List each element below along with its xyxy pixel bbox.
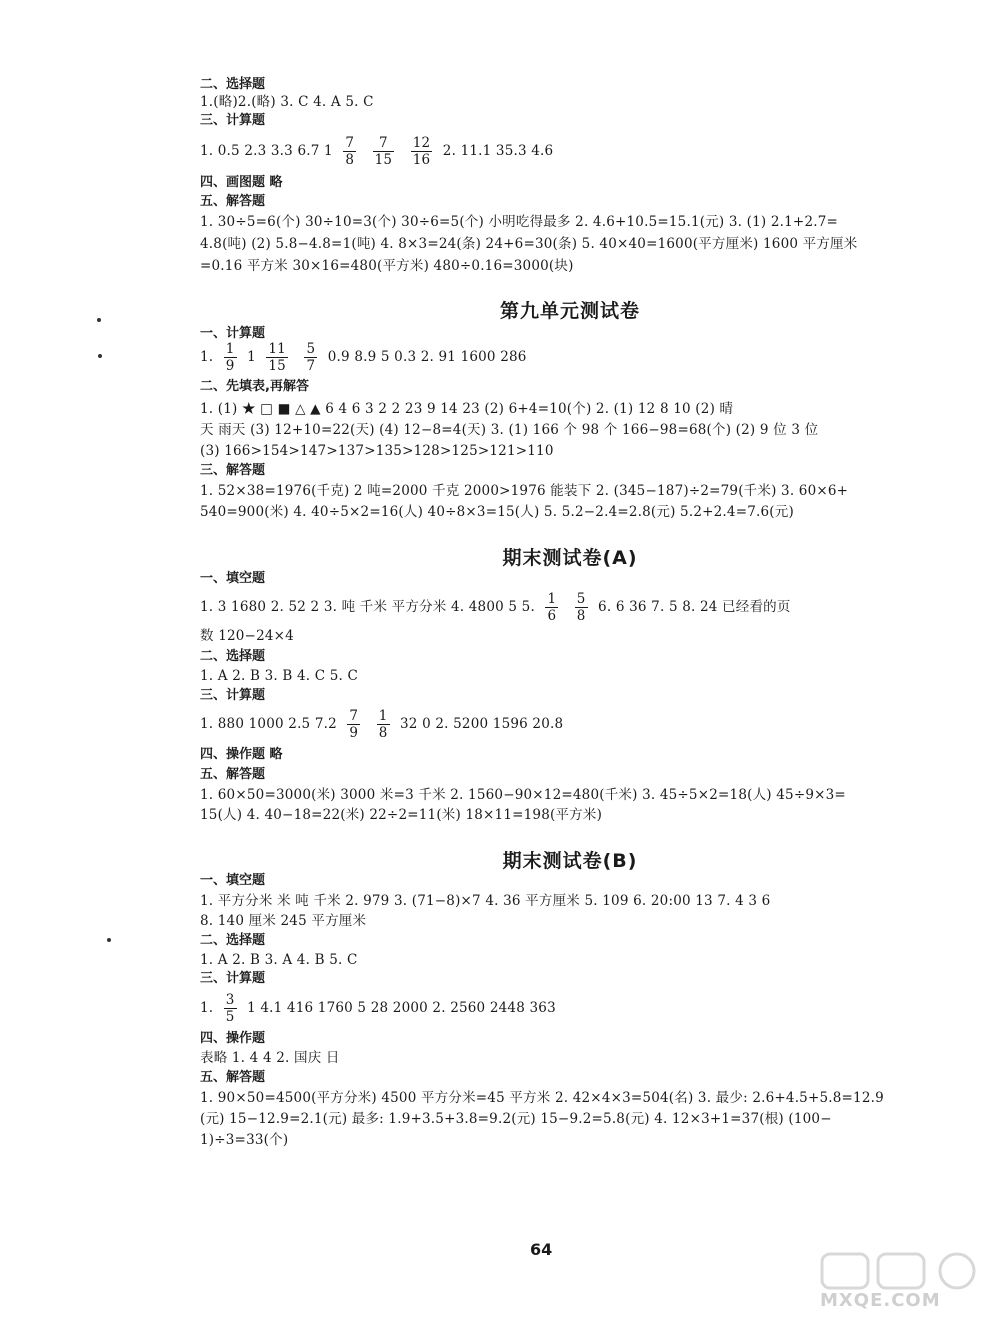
fraction: $\frac{5}{8}$ bbox=[576, 591, 586, 624]
heading-calc: 三、计算题 bbox=[200, 113, 266, 128]
fill-line: 1. 平方分米 米 吨 千米 2. 979 3. (71−8)×7 4. 36 平方厘米 5. 109 6. 20:00 13 7. 4 3 6 bbox=[200, 893, 771, 909]
solve-line: 15(人) 4. 40−18=22(米) 22÷2=11(米) 18×11=198(平方米) bbox=[200, 807, 603, 823]
heading-calc: 三、计算题 bbox=[200, 971, 266, 986]
speck bbox=[107, 938, 111, 942]
solve-line: 1. 52×38=1976(千克) 2 吨=2000 千克 2000>1976 能装下 2. (345−187)÷2=79(千米) 3. 60×6+ bbox=[200, 483, 849, 499]
fraction: $\frac{12}{16}$ bbox=[412, 135, 431, 168]
heading-solve: 五、解答题 bbox=[200, 767, 266, 782]
calc-answers: 1. $\frac{3}{5}$ 1 4.1 416 1760 5 28 2000 2. 2560 2448 363 bbox=[200, 992, 556, 1025]
heading-select: 二、选择题 bbox=[200, 649, 266, 664]
fraction: $\frac{3}{5}$ bbox=[225, 992, 235, 1025]
fill-answers: 1. 3 1680 2. 52 2 3. 吨 千米 平方分米 4. 4800 5 5. $\frac{1}{6}$ $\frac{5}{8}$ 6. 6 36 7. 5 8. 24 已经看的页 bbox=[200, 591, 791, 624]
heading-select: 二、选择题 bbox=[200, 77, 266, 92]
solve-line: 1)÷3=33(个) bbox=[200, 1132, 289, 1148]
table-line: 1. (1) ★ □ ■ △ ▲ 6 4 6 3 2 2 23 9 14 23 (2) 6+4=10(个) 2. (1) 12 8 10 (2) 晴 bbox=[200, 401, 734, 417]
heading-op: 四、操作题 略 bbox=[200, 747, 283, 762]
heading-draw: 四、画图题 略 bbox=[200, 175, 283, 190]
fraction: $\frac{1}{8}$ bbox=[378, 708, 388, 741]
fraction: $\frac{7}{9}$ bbox=[349, 708, 359, 741]
heading-calc: 三、计算题 bbox=[200, 688, 266, 703]
heading-fill: 一、填空题 bbox=[200, 571, 266, 586]
op-line: 表略 1. 4 4 2. 国庆 日 bbox=[200, 1050, 340, 1066]
solve-line: 540=900(米) 4. 40÷5×2=16(人) 40÷8×3=15(人) 5. 5.2−2.4=2.8(元) 5.2+2.4=7.6(元) bbox=[200, 504, 794, 520]
table-line: 天 雨天 (3) 12+10=22(天) (4) 12−8=4(天) 3. (1) 166 个 98 个 166−98=68(个) (2) 9 位 3 位 bbox=[200, 422, 819, 438]
heading-select: 二、选择题 bbox=[200, 933, 266, 948]
section-title-final-a: 期末测试卷(A) bbox=[502, 547, 638, 569]
heading-calc: 一、计算题 bbox=[200, 326, 266, 341]
calc-answers: 1. 880 1000 2.5 7.2 $\frac{7}{9}$ $\frac{1}{8}$ 32 0 2. 5200 1596 20.8 bbox=[200, 708, 564, 741]
fraction: $\frac{1}{9}$ bbox=[225, 341, 235, 374]
fill-line: 8. 140 厘米 245 平方厘米 bbox=[200, 913, 367, 929]
calc-answers: 1. $\frac{1}{9}$ 1 $\frac{11}{15}$ $\frac{5}{7}$ 0.9 8.9 5 0.3 2. 91 1600 286 bbox=[200, 341, 527, 374]
fill-line: 数 120−24×4 bbox=[200, 628, 294, 644]
solve-line: 1. 60×50=3000(米) 3000 米=3 千米 2. 1560−90×12=480(千米) 3. 45÷5×2=18(人) 45÷9×3= bbox=[200, 787, 846, 803]
heading-fill: 一、填空题 bbox=[200, 873, 266, 888]
fraction: $\frac{11}{15}$ bbox=[268, 341, 286, 374]
select-answers: 1. A 2. B 3. B 4. C 5. C bbox=[200, 668, 359, 684]
page-number: 64 bbox=[530, 1240, 553, 1259]
solve-line: 1. 30÷5=6(个) 30÷10=3(个) 30÷6=5(个) 小明吃得最多 2. 4.6+10.5=15.1(元) 3. (1) 2.1+2.7= bbox=[200, 214, 839, 230]
fraction: $\frac{1}{6}$ bbox=[547, 591, 557, 624]
table-line: (3) 166>154>147>137>135>128>125>121>110 bbox=[200, 443, 554, 459]
heading-table: 二、先填表,再解答 bbox=[200, 379, 309, 394]
heading-op: 四、操作题 bbox=[200, 1031, 266, 1046]
section-title-final-b: 期末测试卷(B) bbox=[502, 850, 638, 872]
fraction: $\frac{7}{15}$ bbox=[374, 135, 393, 168]
solve-line: =0.16 平方米 30×16=480(平方米) 480÷0.16=3000(块) bbox=[200, 258, 574, 274]
heading-solve: 三、解答题 bbox=[200, 463, 266, 478]
speck bbox=[97, 318, 101, 322]
section-title-unit9: 第九单元测试卷 bbox=[499, 300, 640, 322]
solve-line: 4.8(吨) (2) 5.8−4.8=1(吨) 4. 8×3=24(条) 24+6=30(条) 5. 40×40=1600(平方厘米) 1600 平方厘米 bbox=[200, 236, 858, 252]
fraction: $\frac{7}{8}$ bbox=[345, 135, 355, 168]
heading-solve: 五、解答题 bbox=[200, 1070, 266, 1085]
speck bbox=[98, 354, 102, 358]
solve-line: 1. 90×50=4500(平方分米) 4500 平方分米=45 平方米 2. 42×4×3=504(名) 3. 最少: 2.6+4.5+5.8=12.9 bbox=[200, 1090, 884, 1106]
solve-line: (元) 15−12.9=2.1(元) 最多: 1.9+3.5+3.8=9.2(元) 15−9.2=5.8(元) 4. 12×3+1=37(根) (100− bbox=[200, 1111, 832, 1127]
calc-answers: 1. 0.5 2.3 3.3 6.7 1 $\frac{7}{8}$ $\frac{7}{15}$ $\frac{12}{16}$ 2. 11.1 35.3 4.6 bbox=[200, 135, 554, 168]
fraction: $\frac{5}{7}$ bbox=[306, 341, 316, 374]
watermark-url: MXQE.COM bbox=[820, 1290, 941, 1311]
select-answers: 1.(略)2.(略) 3. C 4. A 5. C bbox=[200, 94, 374, 110]
heading-solve: 五、解答题 bbox=[200, 194, 266, 209]
select-answers: 1. A 2. B 3. A 4. B 5. C bbox=[200, 952, 358, 968]
